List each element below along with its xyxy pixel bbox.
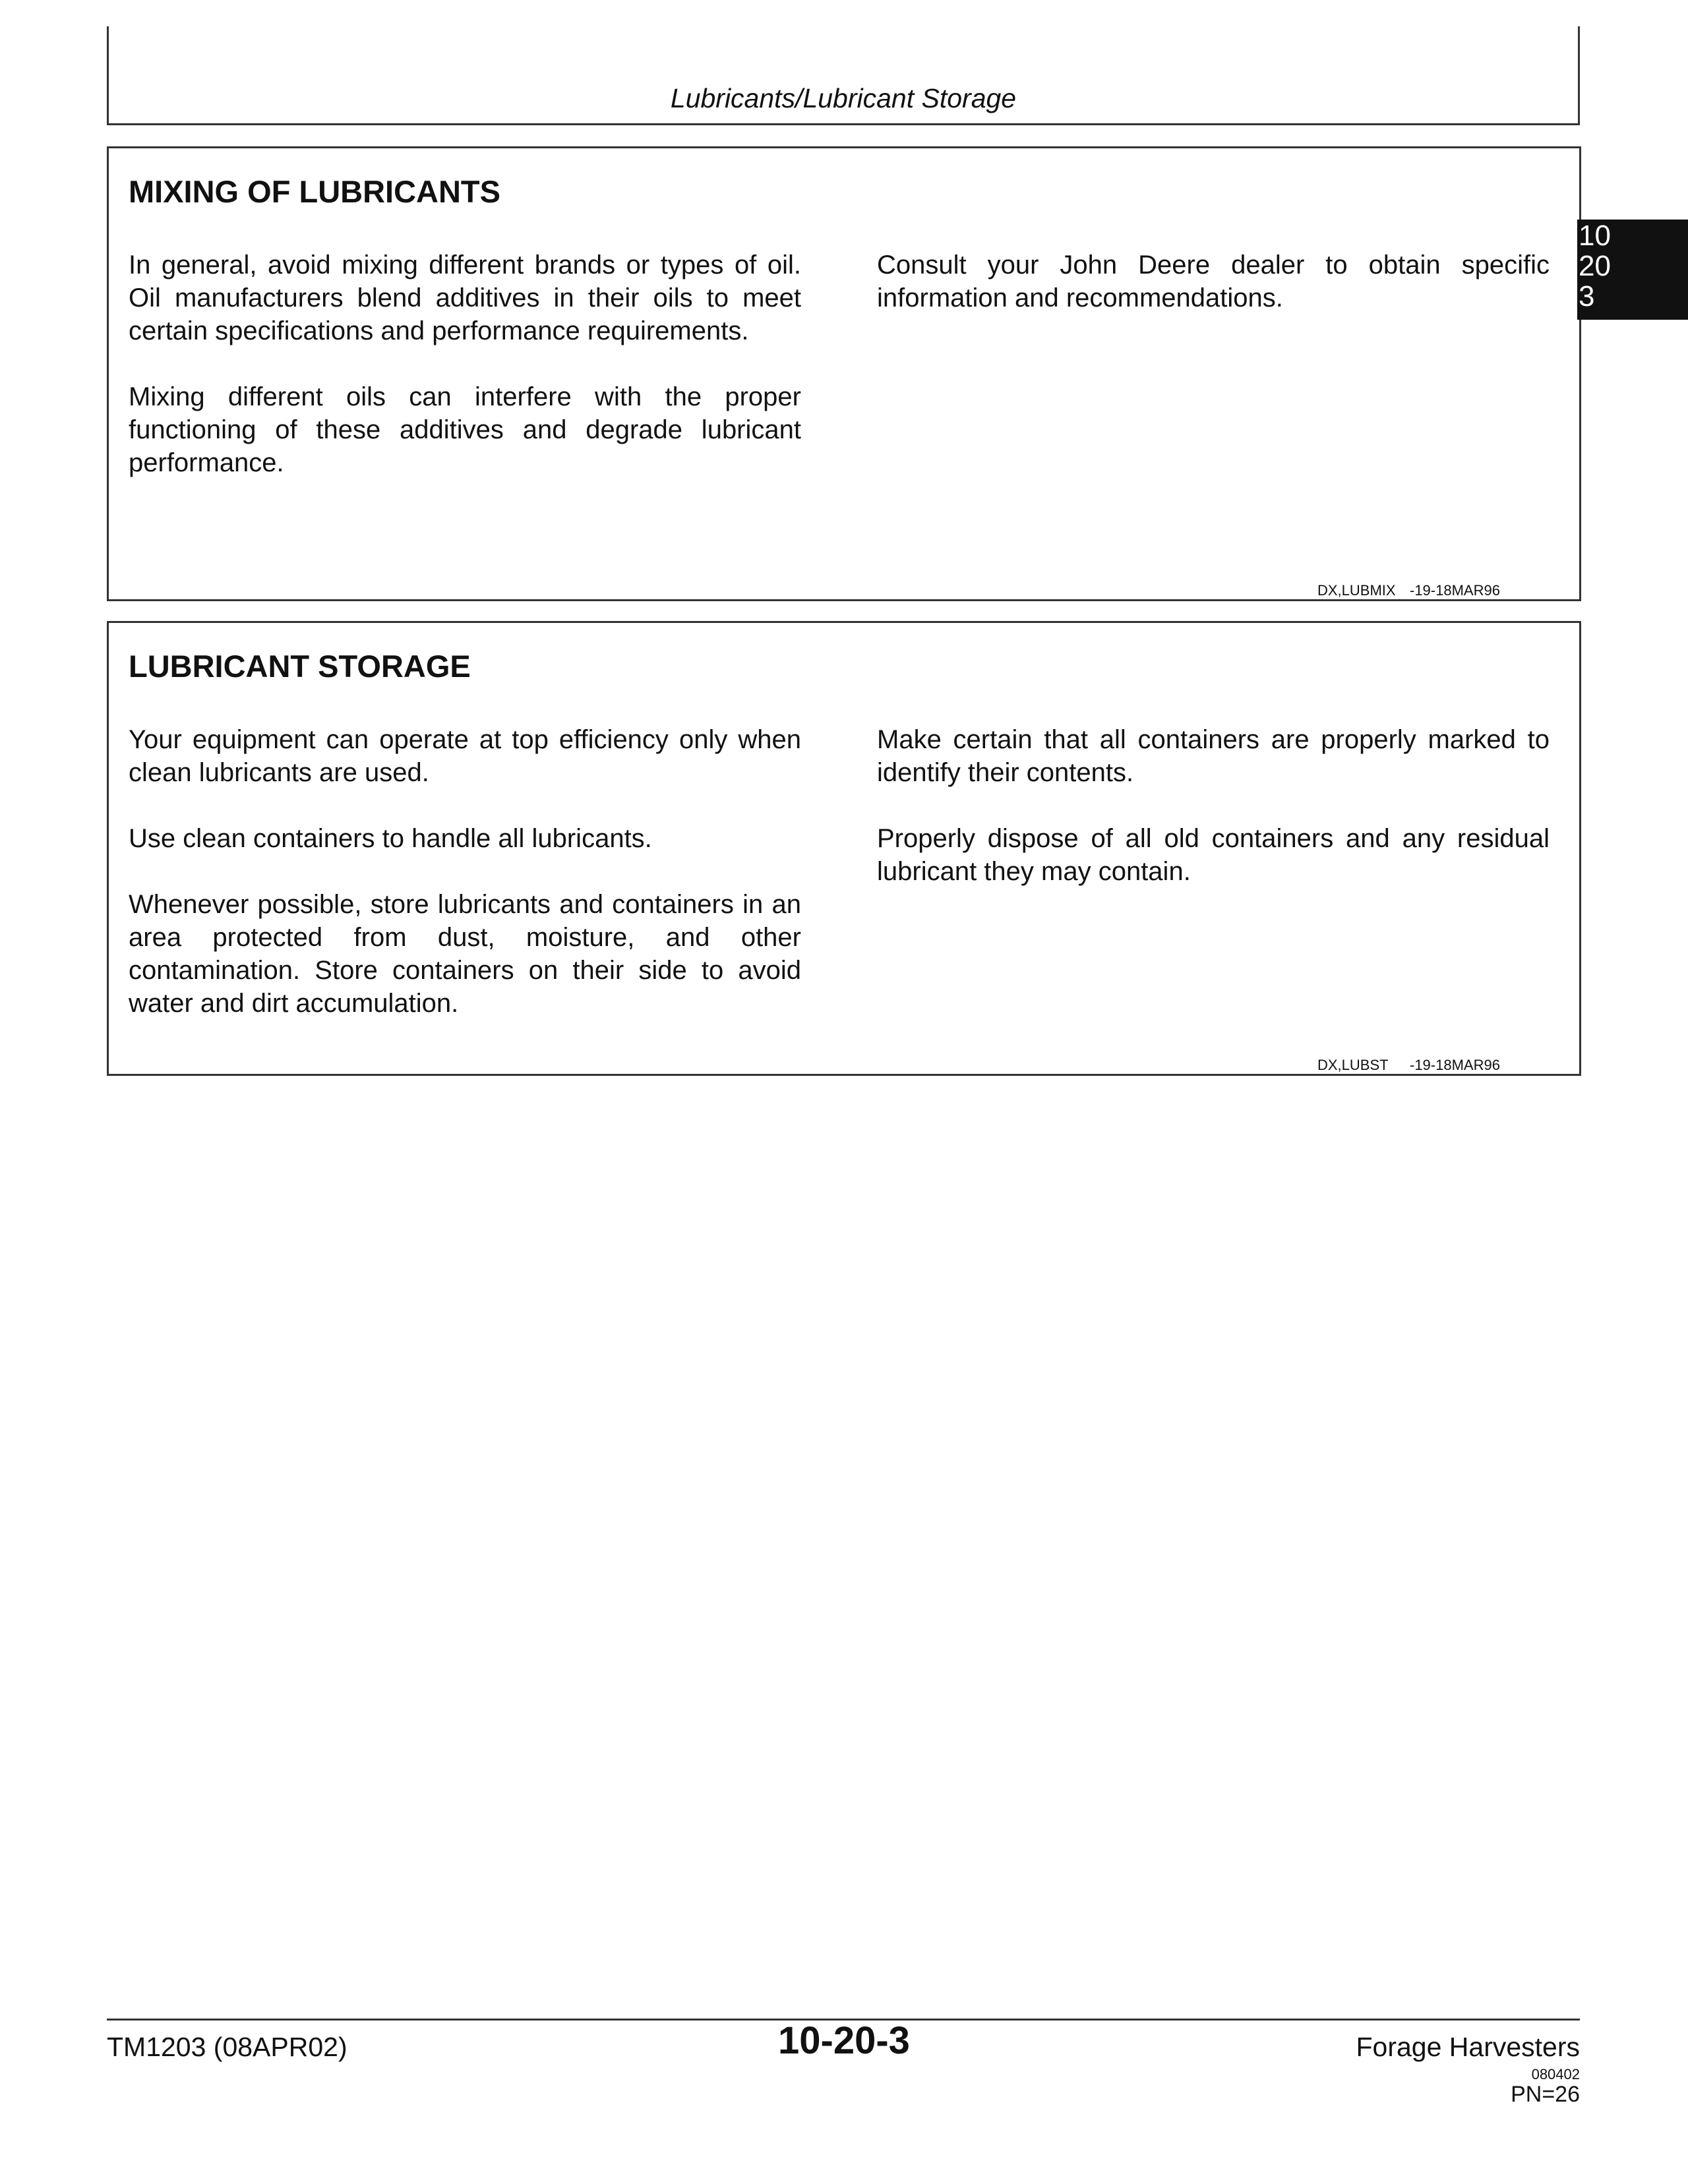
right-column (877, 249, 1550, 347)
reference-id: DX,LUBMIX (1317, 582, 1396, 599)
section-title: MIXING OF LUBRICANTS (129, 174, 500, 209)
section-mixing-of-lubricants (107, 146, 1581, 601)
paragraph: In general, avoid mixing different brands or types of oil. Oil manufacturers blend additives in their oils to meet certain specifications and performance requirements. (129, 251, 801, 345)
reference-code (1317, 582, 1500, 599)
paragraph: Mixing different oils can interfere with the proper functioning of these additives and degrade lubricant performance. (129, 382, 801, 477)
section-title: LUBRICANT STORAGE (129, 649, 471, 684)
paragraph: Your equipment can operate at top efficiency only when clean lubricants are used. (129, 725, 801, 787)
paragraph: Consult your John Deere dealer to obtain specific information and recommendations. (877, 251, 1550, 312)
reference-id: DX,LUBST (1317, 1057, 1389, 1073)
reference-code (1317, 1057, 1500, 1074)
section-lubricant-storage (107, 621, 1581, 1076)
left-column (129, 723, 801, 1053)
reference-date: -19-18MAR96 (1410, 1057, 1500, 1073)
tab-section: 20 (1579, 250, 1611, 282)
tab-group: 10 (1579, 220, 1611, 252)
page-number: 10-20-3 (778, 2019, 910, 2062)
reference-date: -19-18MAR96 (1410, 582, 1500, 599)
paragraph: Use clean containers to handle all lubricants. (129, 824, 652, 853)
running-header (107, 26, 1580, 125)
footer-product: Forage Harvesters (1356, 2032, 1580, 2062)
paragraph: Properly dispose of all old containers and any residual lubricant they may contain. (877, 824, 1550, 886)
footer-pn: PN=26 (1511, 2082, 1580, 2107)
footer-code: 080402 (1531, 2066, 1580, 2082)
footer-manual: TM1203 (08APR02) (107, 2032, 347, 2062)
section-tab (1577, 220, 1688, 320)
right-column (877, 723, 1550, 921)
paragraph: Whenever possible, store lubricants and containers in an area protected from dust, moisture, and other contamination. Store containers on their side to avoid water and dirt accumulation. (129, 890, 801, 1018)
tab-page: 3 (1579, 280, 1595, 312)
paragraph: Make certain that all containers are properly marked to identify their contents. (877, 725, 1550, 787)
header-title: Lubricants/Lubricant Storage (670, 83, 1017, 113)
left-column (129, 249, 801, 512)
